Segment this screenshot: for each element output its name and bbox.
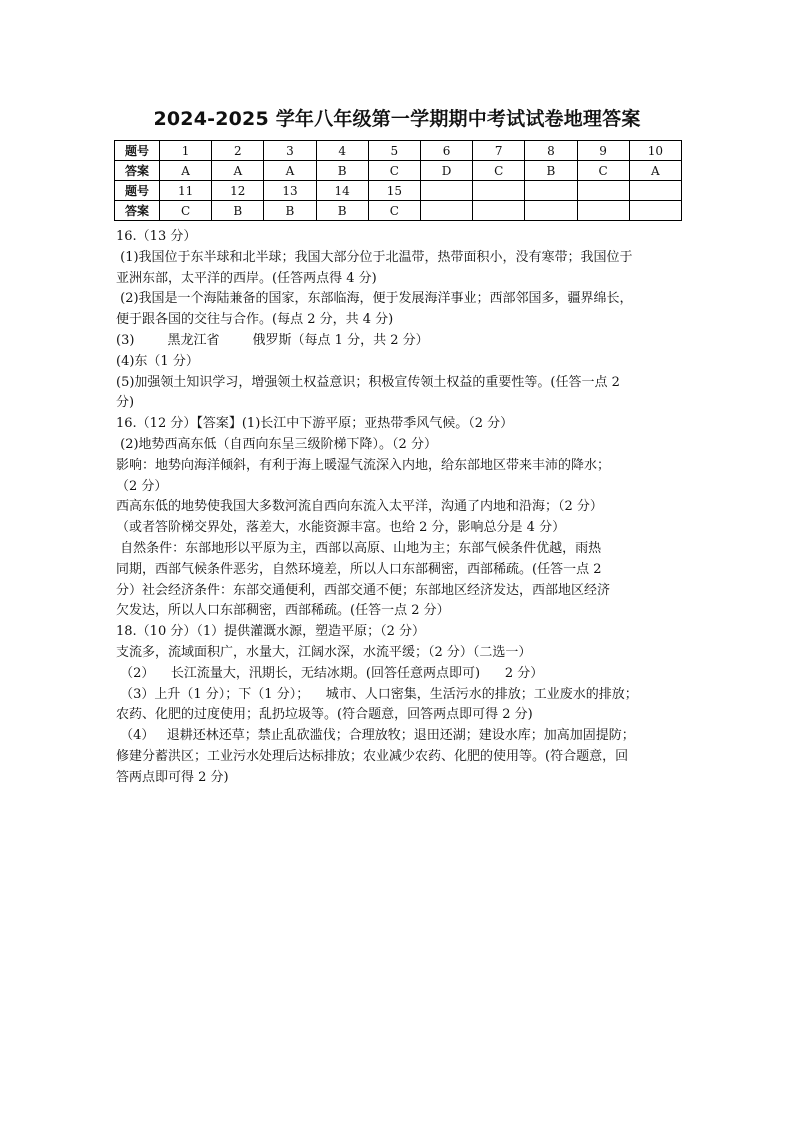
question-number-cell (473, 181, 525, 201)
answer-text-line: （或者答阶梯交界处，落差大，水能资源丰富。也给 2 分，影响总分是 4 分） (116, 520, 566, 536)
answer-text-line: (2)我国是一个海陆兼备的国家，东部临海，便于发展海洋事业；西部邻国多，疆界绵长， (116, 291, 633, 307)
question-number-cell (577, 181, 629, 201)
answer-table (114, 140, 682, 221)
answer-text-line: (5)加强领土知识学习，增强领土权益意识；积极宣传领土权益的重要性等。(任答一点 2 (116, 374, 620, 390)
answer-cell: A (264, 161, 316, 181)
answer-text-line: 亚洲东部，太平洋的西岸。(任答两点得 4 分) (116, 270, 377, 286)
answer-text-line: 西高东低的地势使我国大多数河流自西向东流入太平洋，沟通了内地和沿海；（2 分） (116, 499, 603, 515)
answer-text-line: （2） 长江流量大，汛期长，无结冰期。(回答任意两点即可) 2 分） (116, 665, 544, 681)
question-number-cell (420, 181, 472, 201)
answer-text-line: （3）上升（1 分）；下（1 分）； 城市、人口密集，生活污水的排放；工业废水的排放； (116, 686, 638, 702)
answer-cell (629, 201, 681, 221)
answer-text-line: 同期，西部气候条件恶劣，自然环境差，所以人口东部稠密，西部稀疏。(任答一点 2 (116, 561, 602, 577)
question-number-cell: 6 (420, 141, 472, 161)
question-number-cell: 2 (212, 141, 264, 161)
answer-cell: A (629, 161, 681, 181)
answer-text-line: (4)东（1 分） (116, 353, 199, 369)
answer-text (116, 227, 684, 789)
document-title: 2024-2025 学年八年级第一学期期中考试试卷地理答案 (153, 108, 641, 130)
question-number-cell: 3 (264, 141, 316, 161)
question-number-cell: 12 (212, 181, 264, 201)
question-number-cell (629, 181, 681, 201)
answer-table-body (115, 141, 682, 221)
answer-text-line: (3) 黑龙江省 俄罗斯（每点 1 分，共 2 分） (116, 332, 429, 348)
answer-text-line: 18.（10 分）（1）提供灌溉水源，塑造平原；（2 分） (116, 624, 426, 640)
question-number-cell: 8 (525, 141, 577, 161)
answer-text-line: 自然条件：东部地形以平原为主，西部以高原、山地为主；东部气候条件优越，雨热 (116, 540, 602, 556)
answer-header: 答案 (115, 161, 160, 181)
answer-cell: C (577, 161, 629, 181)
answer-text-line: 16.（12 分）【答案】(1)长江中下游平原；亚热带季风气候。（2 分） (116, 416, 514, 432)
question-number-cell: 4 (316, 141, 368, 161)
answer-cell (525, 201, 577, 221)
question-number-row (115, 141, 682, 161)
answer-text-line: 分）社会经济条件：东部交通便利，西部交通不便；东部地区经济发达，西部地区经济 (116, 582, 611, 598)
question-number-cell: 7 (473, 141, 525, 161)
answer-cell: B (316, 161, 368, 181)
question-number-cell: 11 (160, 181, 212, 201)
answer-cell: B (212, 201, 264, 221)
answer-text-line: 分) (116, 395, 135, 411)
answer-cell: D (420, 161, 472, 181)
answer-cell: B (264, 201, 316, 221)
answer-cell (473, 201, 525, 221)
answer-cell: C (160, 201, 212, 221)
answer-cell: C (368, 201, 420, 221)
question-number-cell: 14 (316, 181, 368, 201)
answer-cell: B (525, 161, 577, 181)
answer-row (115, 161, 682, 181)
answer-row (115, 201, 682, 221)
answer-text-line: 便于跟各国的交往与合作。(每点 2 分，共 4 分) (116, 312, 394, 328)
question-number-cell: 13 (264, 181, 316, 201)
answer-text-line: （4） 退耕还林还草；禁止乱砍滥伐；合理放牧；退田还湖；建设水库；加高加固提防； (116, 728, 635, 744)
answer-cell: B (316, 201, 368, 221)
answer-text-line: 欠发达，所以人口东部稠密，西部稀疏。(任答一点 2 分） (116, 603, 450, 619)
question-number-cell: 10 (629, 141, 681, 161)
answer-cell (577, 201, 629, 221)
question-number-header: 题号 (115, 141, 160, 161)
answer-text-line: 答两点即可得 2 分) (116, 769, 229, 785)
question-number-cell: 1 (160, 141, 212, 161)
question-number-header: 题号 (115, 181, 160, 201)
answer-text-line: 农药、化肥的过度使用；乱扔垃圾等。(符合题意，回答两点即可得 2 分) (116, 707, 533, 723)
answer-cell: A (160, 161, 212, 181)
answer-text-line: （2 分） (116, 478, 168, 494)
answer-cell (420, 201, 472, 221)
answer-cell: C (473, 161, 525, 181)
question-number-cell: 9 (577, 141, 629, 161)
answer-text-line: 16.（13 分） (116, 229, 197, 244)
question-number-cell: 15 (368, 181, 420, 201)
answer-text-line: (2)地势西高东低（自西向东呈三级阶梯下降）。（2 分） (116, 436, 437, 452)
answer-text-line: 修建分蓄洪区；工业污水处理后达标排放；农业减少农药、化肥的使用等。(符合题意，回 (116, 748, 629, 764)
answer-text-line: (1)我国位于东半球和北半球；我国大部分位于北温带，热带面积小，没有寒带；我国位于 (116, 249, 633, 265)
question-number-cell (525, 181, 577, 201)
answer-text-line: 影响：地势向海洋倾斜，有利于海上暖湿气流深入内地，给东部地区带来丰沛的降水； (116, 457, 611, 473)
answer-header: 答案 (115, 201, 160, 221)
question-number-row (115, 181, 682, 201)
answer-cell: C (368, 161, 420, 181)
question-number-cell: 5 (368, 141, 420, 161)
answer-cell: A (212, 161, 264, 181)
answer-text-line: 支流多，流域面积广，水量大，江阔水深，水流平缓；（2 分）（二选一） (116, 644, 532, 660)
